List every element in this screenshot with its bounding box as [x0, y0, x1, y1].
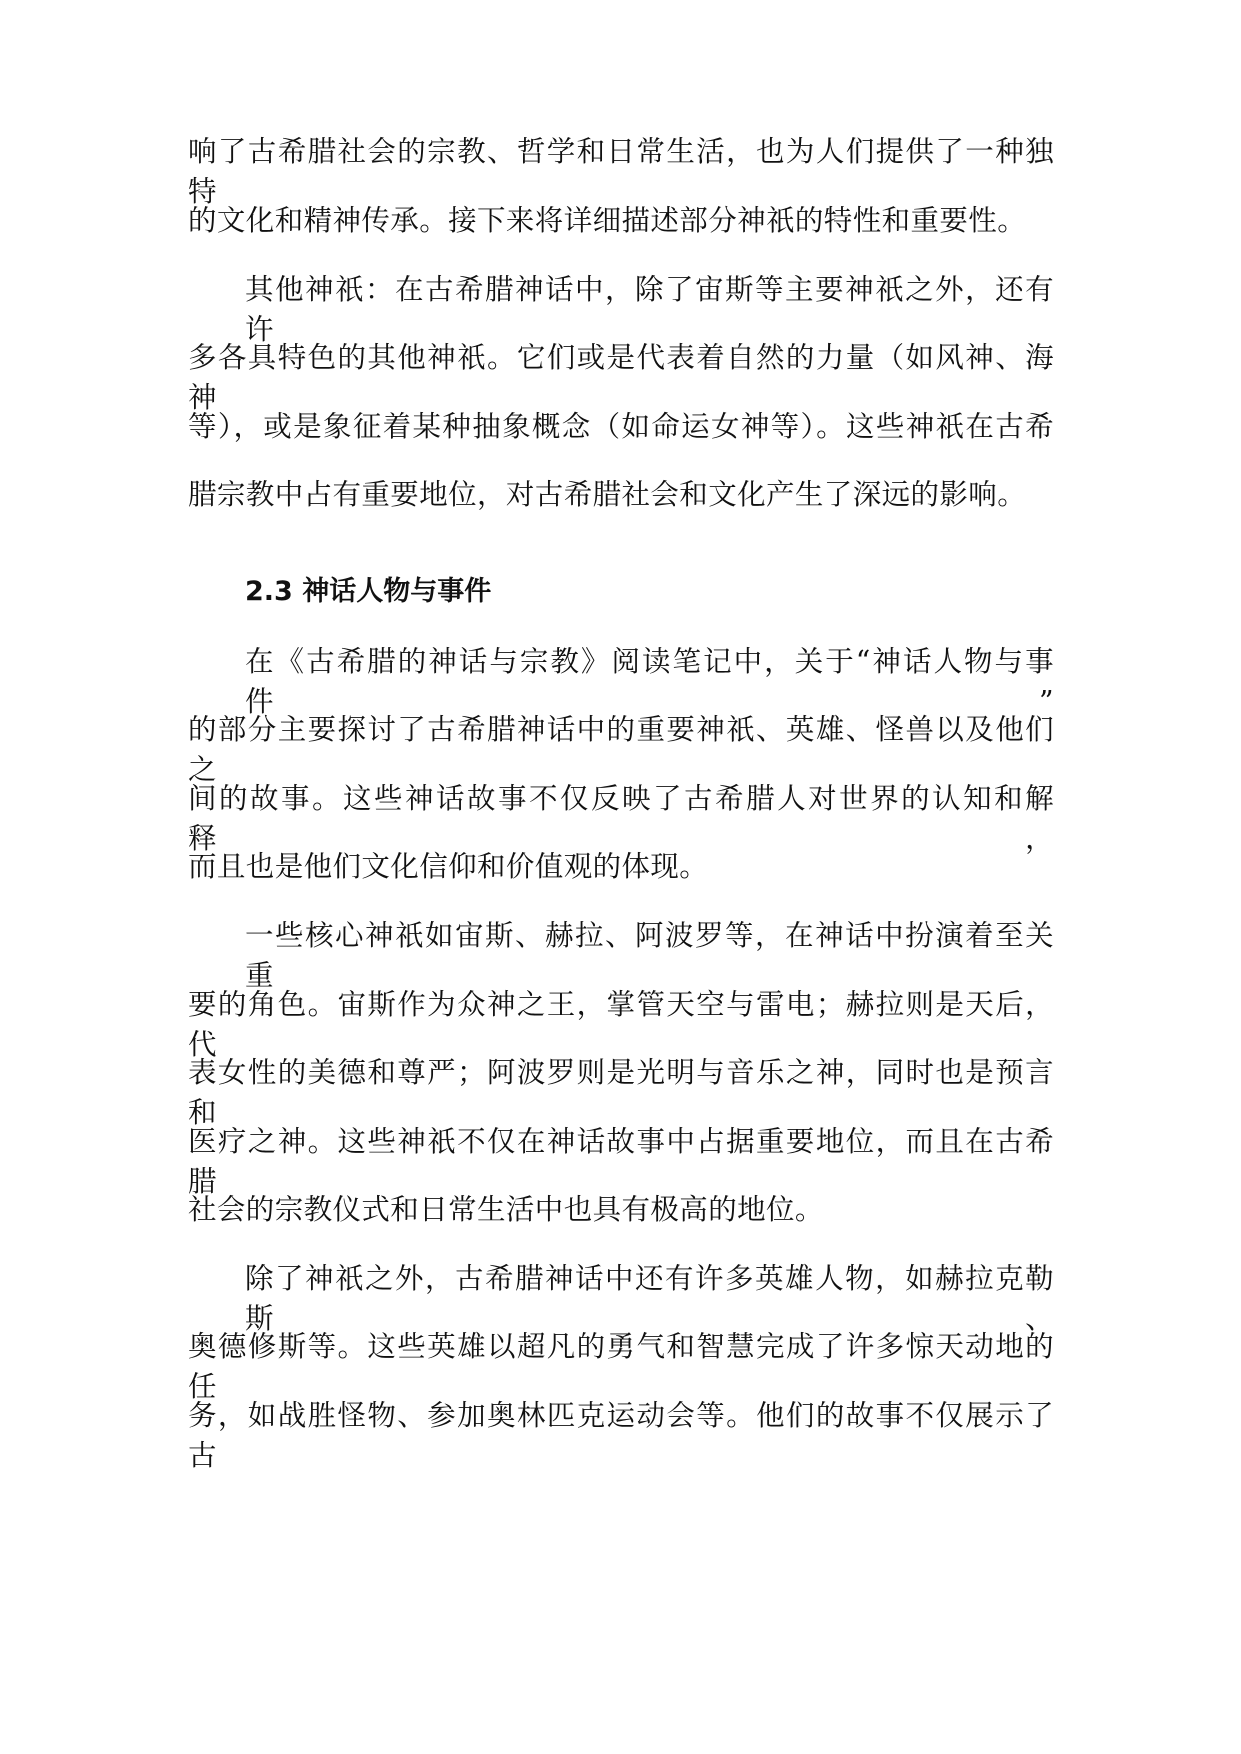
- paragraph-line: 表女性的美德和尊严；阿波罗则是光明与音乐之神，同时也是预言和: [188, 1056, 1054, 1129]
- paragraph-line: 腊宗教中占有重要地位，对古希腊社会和文化产生了深远的影响。: [188, 478, 1027, 511]
- paragraph-line: 奥德修斯等。这些英雄以超凡的勇气和智慧完成了许多惊天动地的任: [188, 1330, 1054, 1403]
- paragraph-line: 响了古希腊社会的宗教、哲学和日常生活，也为人们提供了一种独特: [188, 135, 1054, 208]
- paragraph-line: 的文化和精神传承。接下来将详细描述部分神祇的特性和重要性。: [188, 204, 1027, 237]
- paragraph-line: 间的故事。这些神话故事不仅反映了古希腊人对世界的认知和解释，: [188, 782, 1054, 855]
- paragraph-line: 要的角色。宙斯作为众神之王，掌管天空与雷电；赫拉则是天后，代: [188, 988, 1054, 1061]
- paragraph-line: 医疗之神。这些神祇不仅在神话故事中占据重要地位，而且在古希腊: [188, 1125, 1054, 1198]
- paragraph-line: 而且也是他们文化信仰和价值观的体现。: [188, 850, 709, 883]
- paragraph-line: 社会的宗教仪式和日常生活中也具有极高的地位。: [188, 1193, 824, 1226]
- paragraph-line: 等），或是象征着某种抽象概念（如命运女神等）。这些神祇在古希: [188, 410, 1054, 443]
- paragraph-line: 一些核心神祇如宙斯、赫拉、阿波罗等，在神话中扮演着至关重: [245, 919, 1054, 992]
- paragraph-line: 多各具特色的其他神祇。它们或是代表着自然的力量（如风神、海神: [188, 341, 1054, 414]
- paragraph-line: 的部分主要探讨了古希腊神话中的重要神祇、英雄、怪兽以及他们之: [188, 713, 1054, 786]
- paragraph-line: 务，如战胜怪物、参加奥林匹克运动会等。他们的故事不仅展示了古: [188, 1399, 1054, 1472]
- paragraph-line: 其他神祇：在古希腊神话中，除了宙斯等主要神祇之外，还有许: [245, 273, 1054, 346]
- paragraph-line: 在《古希腊的神话与宗教》阅读笔记中，关于“神话人物与事件”: [245, 645, 1054, 718]
- section-heading: 2.3 神话人物与事件: [245, 576, 492, 607]
- paragraph-line: 除了神祇之外，古希腊神话中还有许多英雄人物，如赫拉克勒斯、: [245, 1262, 1054, 1335]
